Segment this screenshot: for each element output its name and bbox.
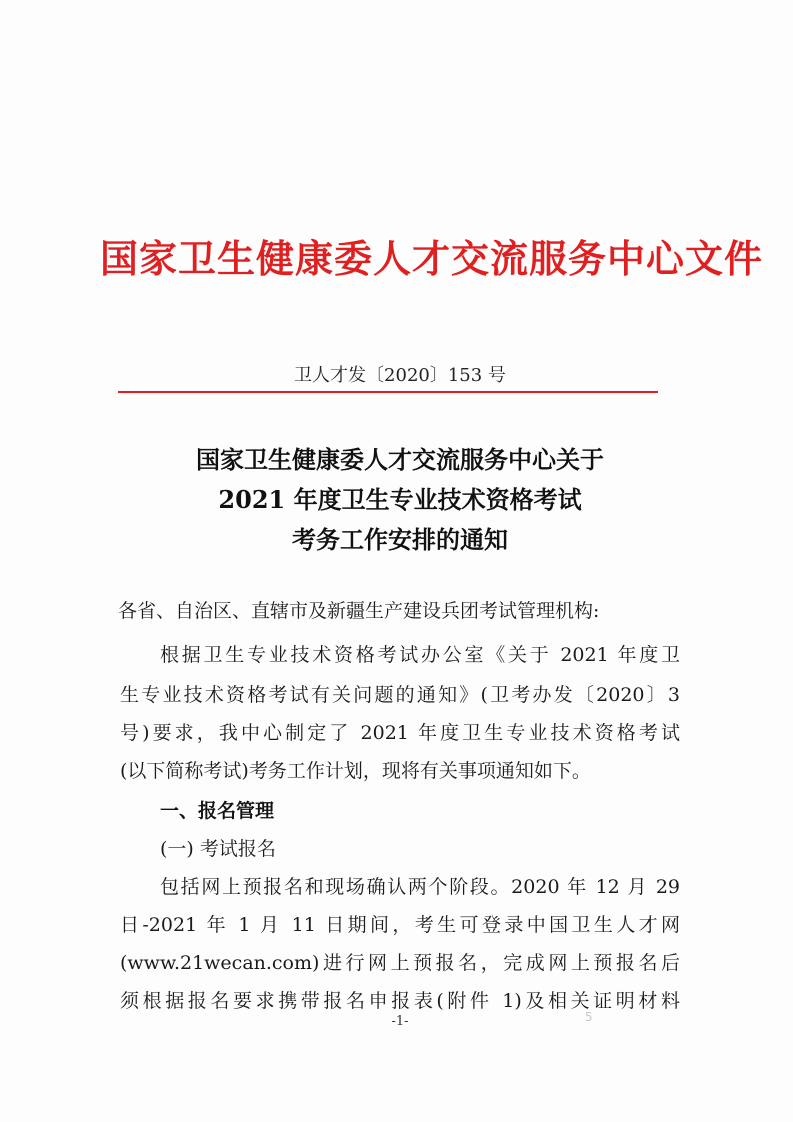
org-header-title: 国家卫生健康委人才交流服务中心文件 (100, 237, 764, 281)
paragraph-1-line-3: 号)要求，我中心制定了 2021 年度卫生专业技术资格考试 (120, 722, 680, 744)
paragraph-2-line-3: (www.21wecan.com)进行网上预报名，完成网上预报名后 (120, 952, 680, 974)
paragraph-2-line-1: 包括网上预报名和现场确认两个阶段。2020 年 12 月 29 (160, 876, 680, 898)
paragraph-1-line-1: 根据卫生专业技术资格考试办公室《关于 2021 年度卫 (160, 644, 680, 666)
salutation: 各省、自治区、直辖市及新疆生产建设兵团考试管理机构: (118, 600, 600, 622)
notice-title-line-1: 国家卫生健康委人才交流服务中心关于 (196, 445, 604, 474)
page-number: -1- (391, 1014, 409, 1029)
paragraph-2-line-2: 日-2021 年 1 月 11 日期间，考生可登录中国卫生人才网 (120, 914, 680, 936)
document-number: 卫人才发〔2020〕153 号 (294, 365, 506, 386)
paragraph-1-line-2: 生专业技术资格考试有关问题的通知》(卫考办发〔2020〕3 (120, 684, 680, 706)
subsection-1-heading: (一) 考试报名 (160, 838, 276, 860)
section-1-heading: 一、报名管理 (160, 800, 275, 822)
paragraph-1-line-4: (以下简称考试)考务工作计划，现将有关事项通知如下。 (120, 760, 591, 782)
paragraph-2-line-4: 须根据报名要求携带报名申报表(附件 1)及相关证明材料 (120, 990, 680, 1012)
red-separator-rule (118, 391, 658, 393)
margin-mark: 5 (585, 1010, 593, 1024)
notice-title-line-2: 2021 年度卫生专业技术资格考试 (218, 485, 582, 514)
notice-title-line-3: 考务工作安排的通知 (292, 525, 508, 554)
